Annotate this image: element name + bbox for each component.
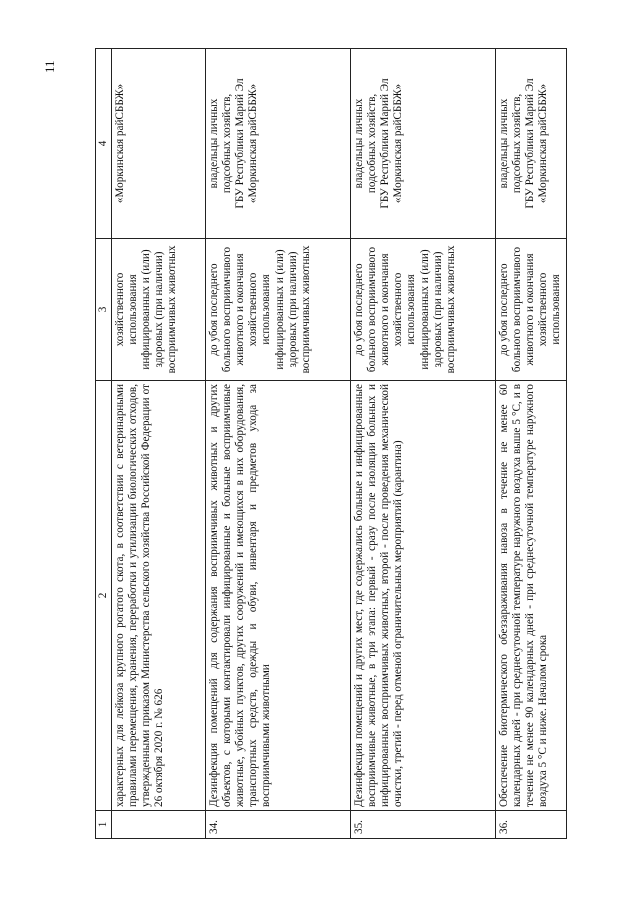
term-cell [206,239,351,381]
row-number: 35. [351,811,496,839]
term-line: до убоя последнего [208,263,221,356]
term-line: животного и окончания [379,253,392,366]
term-line: больного восприимчивого [366,246,379,373]
measure-cell: Дезинфекция помещений и других мест, где содержались больные и инфицированные восприимчивые животные, в три этапа: первый - сразу после изоляции больных и инфицированных восприимчивых животных, второй - после проведения механической очистки, третий - перед отменой ограничительных мероприятий (карантина) [351,381,496,811]
measure-cell: Обеспечение биотермического обеззараживания навоза в течение не менее 60 календарных дней - при среднесуточной температуре наружного воздуха выше 5 °С, и в течение не менее 90 календарных дней - при среднесуточной температуре наружного воздуха 5 °С и ниже. Началом срока [496,381,566,811]
table-row [351,49,496,839]
executor-line: ГБУ Республики Марий Эл [234,78,247,209]
header-cell-1: 1 [96,811,112,839]
term-line: животного и окончания [524,253,537,366]
executor-cell [496,49,566,239]
term-line: хозяйственного [247,272,260,347]
table-row [206,49,351,839]
term-cell [496,239,566,381]
term-line: восприимчивых животных [166,245,179,374]
term-line: хозяйственного [114,272,127,347]
term-line: больного восприимчивого [221,246,234,373]
executor-cell [206,49,351,239]
executor-line: ГБУ Республики Марий Эл [524,78,537,209]
executor-line: ГБУ Республики Марий Эл [379,78,392,209]
executor-line: подсобных хозяйств, [511,93,524,194]
table-row [112,49,206,839]
term-line: до убоя последнего [353,263,366,356]
term-line: использования [260,274,273,345]
executor-line: владельцы личных [498,98,511,189]
term-line: больного восприимчивого [511,246,524,373]
term-line: здоровых (при наличии) [286,251,299,368]
page-number: 11 [42,60,57,73]
executor-line: владельцы личных [353,98,366,189]
term-line: инфицированных и (или) [418,249,431,370]
term-line: восприимчивых животных [299,245,312,374]
term-line: использования [405,274,418,345]
term-line: здоровых (при наличии) [431,251,444,368]
term-line: инфицированных и (или) [140,249,153,370]
executor-line: «Моркинская райСББЖ» [392,83,405,204]
executor-line: владельцы личных [208,98,221,189]
measure-cell: характерных для лейкоза крупного рогатого скота, в соответствии с ветеринарными правилами перемещения, хранения, переработки и утилизации биологических отходов, утвержденными приказом Министерства сельского хозяйства Российской Федерации от 26 октября 2020 г. № 626 [112,381,206,811]
term-line: здоровых (при наличии) [153,251,166,368]
row-number: 34. [206,811,351,839]
row-number: 36. [496,811,566,839]
term-cell [112,239,206,381]
term-cell [351,239,496,381]
executor-line: «Моркинская райСББЖ» [247,83,260,204]
row-number [112,811,206,839]
term-line: использования [550,274,563,345]
header-cell-4: 4 [96,49,112,239]
header-row [96,49,112,839]
table-row [496,49,566,839]
term-line: восприимчивых животных [444,245,457,374]
executor-line: подсобных хозяйств, [221,93,234,194]
term-line: использования [127,274,140,345]
executor-line: «Моркинская райСББЖ» [537,83,550,204]
term-line: животного и окончания [234,253,247,366]
term-line: инфицированных и (или) [273,249,286,370]
term-line: хозяйственного [392,272,405,347]
measures-table [95,48,567,839]
executor-line: «Моркинская райСББЖ» [114,83,127,204]
term-line: хозяйственного [537,272,550,347]
header-cell-2: 2 [96,381,112,811]
executor-cell [351,49,496,239]
measure-cell: Дезинфекция помещений для содержания восприимчивых животных и других объектов, с которыми контактировали инфицированные и больные восприимчивые животные, убойных пунктов, других сооружений и имеющихся в них оборудования, транспортных средств, одежды и обуви, инвентаря и предметов ухода за восприимчивыми животными [206,381,351,811]
header-cell-3: 3 [96,239,112,381]
executor-line: подсобных хозяйств, [366,93,379,194]
executor-cell [112,49,206,239]
term-line: до убоя последнего [498,263,511,356]
